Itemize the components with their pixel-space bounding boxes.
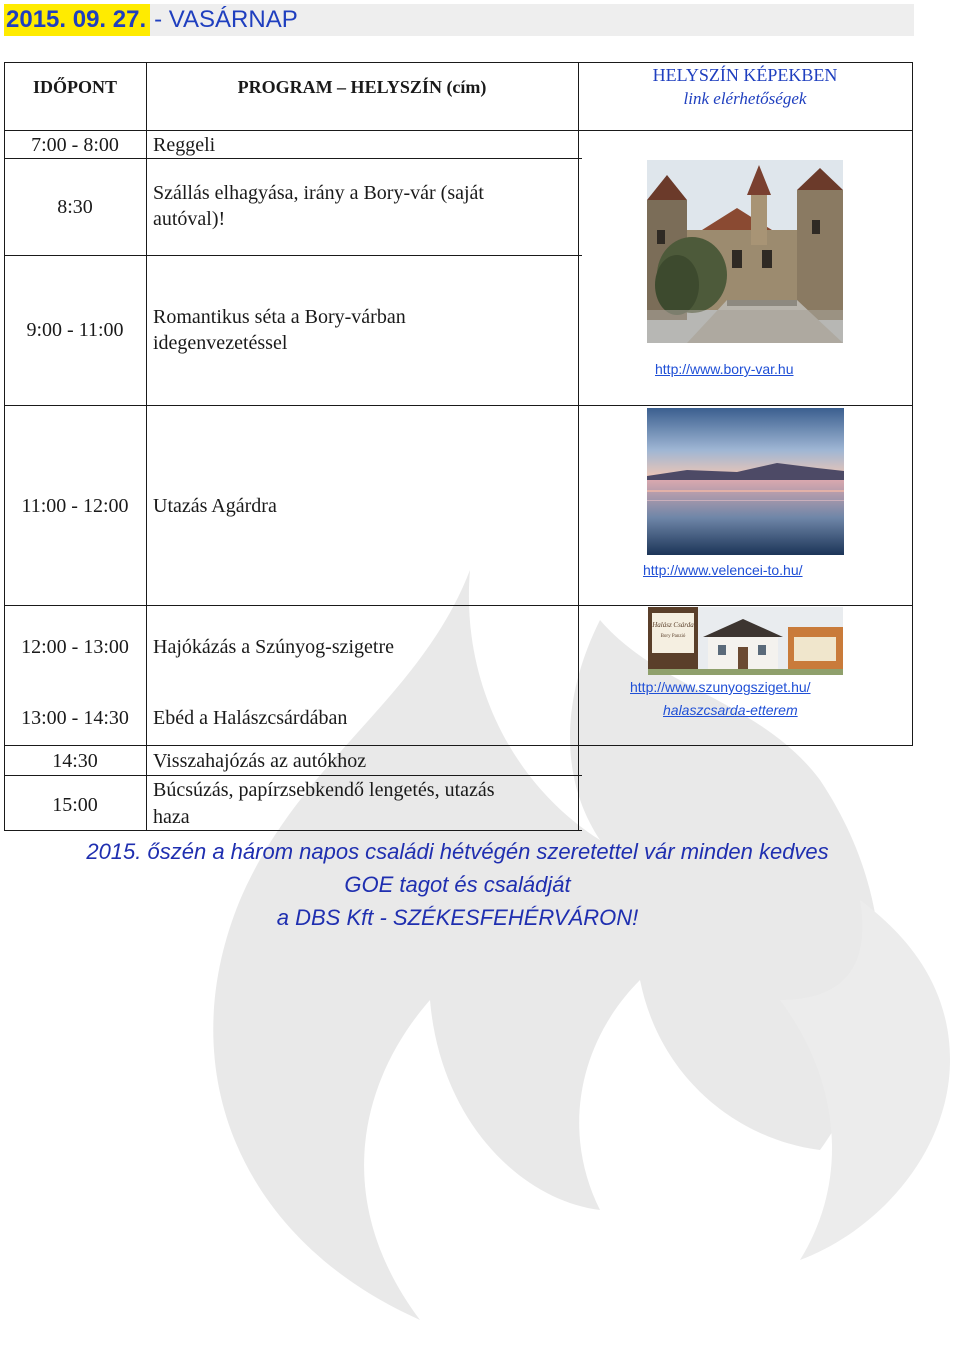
table-border bbox=[578, 62, 579, 831]
row-program: Visszahajózás az autókhoz bbox=[153, 750, 367, 772]
table-border bbox=[912, 62, 913, 746]
table-border bbox=[4, 130, 913, 131]
date-highlight: 2015. 09. 27. bbox=[4, 4, 150, 36]
row-time: 8:30 bbox=[57, 196, 93, 218]
table-border bbox=[4, 255, 582, 256]
closing-line-1: 2015. őszén a három napos családi hétvégén szeretettel vár minden kedves bbox=[86, 839, 829, 864]
table-border bbox=[4, 158, 582, 159]
restaurant-sign-subtitle: Bory Panzió bbox=[660, 634, 686, 639]
row-time: 12:00 - 13:00 bbox=[21, 636, 129, 658]
row-program: Utazás Agárdra bbox=[153, 495, 277, 517]
closing-line-2: GOE tagot és családját bbox=[344, 872, 571, 897]
row-program: Ebéd a Halászcsárdában bbox=[153, 707, 348, 729]
row-time: 13:00 - 14:30 bbox=[21, 707, 129, 729]
column-header-time: IDŐPONT bbox=[32, 77, 117, 97]
table-border bbox=[4, 830, 582, 831]
images-title: HELYSZÍN KÉPEKBEN bbox=[652, 65, 838, 85]
row-time: 15:00 bbox=[52, 794, 98, 816]
restaurant-sign-name: Halász Csárda bbox=[652, 621, 694, 629]
row-time: 9:00 - 11:00 bbox=[26, 319, 124, 341]
row-program: haza bbox=[153, 806, 190, 828]
closing-line-3: a DBS Kft - SZÉKESFEHÉRVÁRON! bbox=[276, 905, 639, 930]
restaurant-photo bbox=[648, 607, 843, 675]
table-border bbox=[4, 775, 582, 776]
day-title-bar bbox=[4, 4, 914, 36]
table-border bbox=[4, 745, 913, 746]
row-program: Hajókázás a Szúnyog-szigetre bbox=[153, 636, 395, 658]
row-time: 14:30 bbox=[52, 750, 98, 772]
images-subtitle: link elérhetőségek bbox=[683, 89, 807, 108]
row-program: Romantikus séta a Bory-várban idegenvezetéssel bbox=[153, 306, 406, 354]
szunyogsziget-link[interactable]: http://www.szunyogsziget.hu/ bbox=[630, 679, 811, 695]
table-border bbox=[4, 605, 913, 606]
row-time: 11:00 - 12:00 bbox=[21, 495, 129, 517]
row-program: Reggeli bbox=[153, 134, 216, 156]
table-border bbox=[146, 62, 147, 831]
row-program: Búcsúzás, papírzsebkendő lengetés, utazás bbox=[153, 779, 495, 801]
bory-var-link[interactable]: http://www.bory-var.hu bbox=[655, 361, 794, 377]
velencei-to-link[interactable]: http://www.velencei-to.hu/ bbox=[643, 562, 803, 578]
lake-photo bbox=[647, 408, 844, 555]
castle-photo bbox=[647, 160, 843, 343]
row-time: 7:00 - 8:00 bbox=[31, 134, 119, 156]
column-header-program: PROGRAM – HELYSZÍN (cím) bbox=[237, 77, 487, 97]
row-program: Szállás elhagyása, irány a Bory-vár (saját autóval)! bbox=[153, 182, 484, 230]
column-header-images bbox=[578, 63, 912, 111]
halaszcsarda-link[interactable]: halaszcsarda-etterem bbox=[663, 702, 798, 718]
table-border bbox=[4, 405, 913, 406]
day-name: - VASÁRNAP bbox=[154, 6, 298, 33]
